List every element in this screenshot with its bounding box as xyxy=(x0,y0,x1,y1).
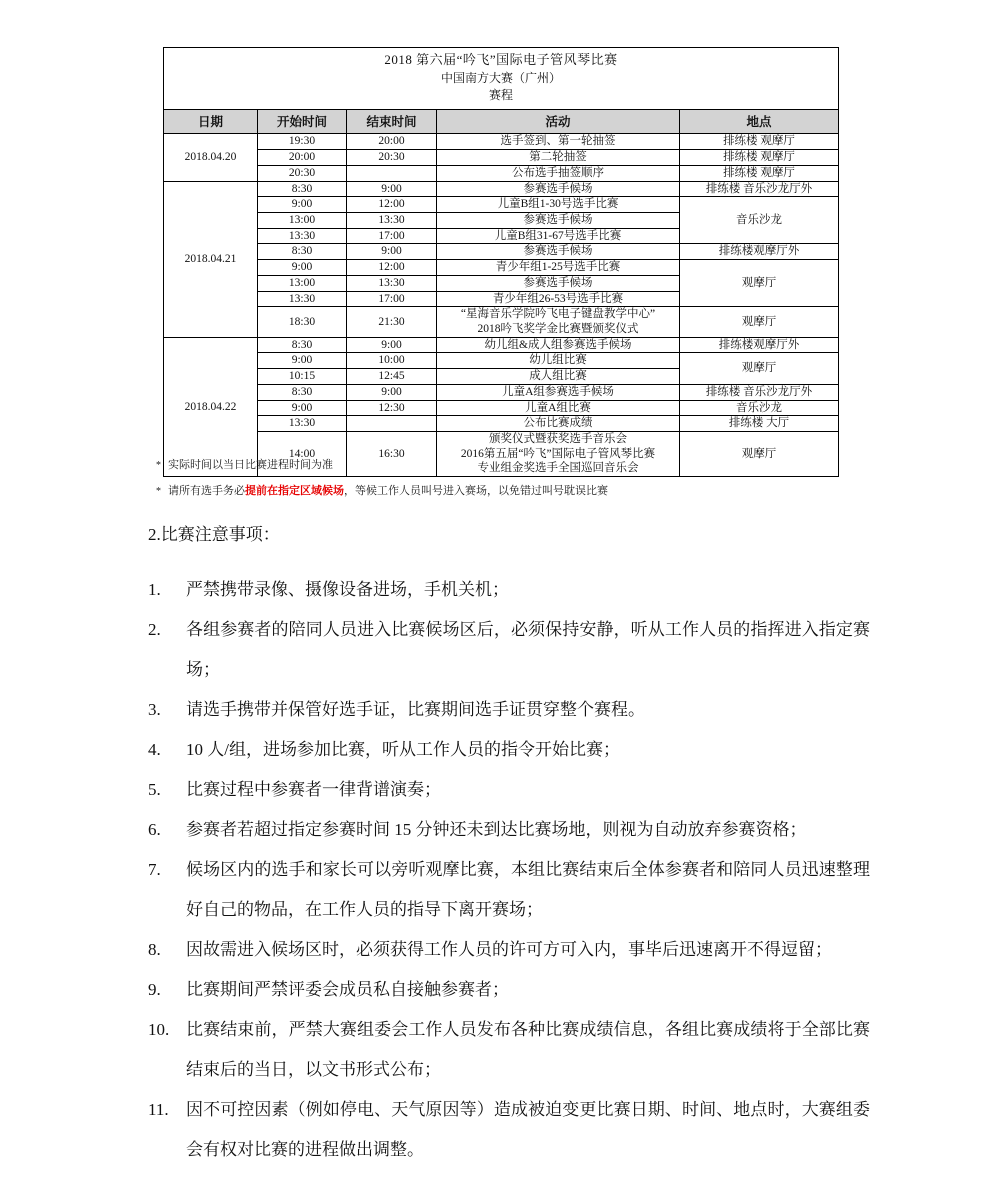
schedule-cell-start-time: 13:30 xyxy=(258,291,347,307)
note-number: 11. xyxy=(148,1100,169,1119)
note-text: 各组参赛者的陪同人员进入比赛候场区后，必须保持安静，听从工作人员的指挥进入指定赛场； xyxy=(186,620,870,679)
schedule-cell-location: 排练楼 观摩厅 xyxy=(680,150,839,166)
schedule-cell-end-time: 12:00 xyxy=(347,260,437,276)
column-header-location: 地点 xyxy=(680,110,839,134)
notes-section-heading: 2.比赛注意事项： xyxy=(148,525,280,544)
schedule-cell-end-time: 12:45 xyxy=(347,369,437,385)
footnote-2-suffix: ，等候工作人员叫号进入赛场，以免错过叫号耽误比赛 xyxy=(344,485,608,498)
schedule-cell-end-time: 13:30 xyxy=(347,212,437,228)
schedule-row xyxy=(164,181,839,197)
schedule-cell-end-time xyxy=(347,165,437,181)
schedule-cell-activity: 颁奖仪式暨获奖选手音乐会 2016第五届“吟飞”国际电子管风琴比赛 专业组金奖选手全国巡回音乐会 xyxy=(437,432,680,477)
schedule-cell-activity: “星海音乐学院吟飞电子键盘教学中心” 2018吟飞奖学金比赛暨颁奖仪式 xyxy=(437,307,680,337)
note-text: 请选手携带并保管好选手证，比赛期间选手证贯穿整个赛程。 xyxy=(186,700,645,719)
schedule-cell-start-time: 9:00 xyxy=(258,400,347,416)
note-number: 2. xyxy=(148,620,161,639)
footnote-bullet-icon: * xyxy=(156,486,161,498)
schedule-row xyxy=(164,150,839,166)
schedule-cell-activity: 青少年组1-25号选手比赛 xyxy=(437,260,680,276)
note-text: 比赛期间严禁评委会成员私自接触参赛者； xyxy=(186,980,509,999)
schedule-cell-start-time: 9:00 xyxy=(258,260,347,276)
schedule-cell-start-time: 20:30 xyxy=(258,165,347,181)
schedule-cell-start-time: 8:30 xyxy=(258,244,347,260)
schedule-table xyxy=(163,47,839,477)
footnote-2 xyxy=(156,485,896,498)
schedule-cell-location: 排练楼 观摩厅 xyxy=(680,165,839,181)
schedule-cell-end-time: 12:30 xyxy=(347,400,437,416)
column-header-activity: 活动 xyxy=(437,110,680,134)
schedule-cell-location: 排练楼 音乐沙龙厅外 xyxy=(680,181,839,197)
note-number: 4. xyxy=(148,740,161,759)
schedule-cell-start-time: 9:00 xyxy=(258,353,347,369)
schedule-table-container xyxy=(163,47,838,477)
schedule-cell-start-time: 8:30 xyxy=(258,384,347,400)
note-text: 候场区内的选手和家长可以旁听观摩比赛，本组比赛结束后全体参赛者和陪同人员迅速整理好自己的物品，在工作人员的指导下离开赛场； xyxy=(186,860,870,919)
note-number: 6. xyxy=(148,820,161,839)
schedule-row xyxy=(164,165,839,181)
table-title-line-3: 赛程 xyxy=(489,87,514,102)
schedule-cell-location: 音乐沙龙 xyxy=(680,197,839,244)
schedule-cell-end-time: 9:00 xyxy=(347,244,437,260)
table-title-line-2: 中国南方大赛（广州） xyxy=(441,70,562,85)
footnote-1 xyxy=(156,459,896,472)
schedule-cell-start-time: 19:30 xyxy=(258,134,347,150)
note-text: 因不可控因素（例如停电、天气原因等）造成被迫变更比赛日期、时间、地点时，大赛组委会有权对比赛的进程做出调整。 xyxy=(186,1100,870,1159)
schedule-cell-end-time: 20:00 xyxy=(347,134,437,150)
note-item xyxy=(148,610,870,690)
schedule-row xyxy=(164,260,839,276)
schedule-cell-start-time: 8:30 xyxy=(258,337,347,353)
schedule-cell-activity: 青少年组26-53号选手比赛 xyxy=(437,291,680,307)
note-item xyxy=(148,970,870,1010)
schedule-cell-date: 2018.04.20 xyxy=(164,134,258,181)
schedule-cell-location: 排练楼 观摩厅 xyxy=(680,134,839,150)
schedule-cell-activity: 成人组比赛 xyxy=(437,369,680,385)
schedule-cell-activity: 儿童A组比赛 xyxy=(437,400,680,416)
schedule-cell-end-time: 9:00 xyxy=(347,337,437,353)
note-item xyxy=(148,730,870,770)
note-number: 7. xyxy=(148,860,161,879)
schedule-cell-activity: 参赛选手候场 xyxy=(437,181,680,197)
note-number: 10. xyxy=(148,1020,170,1039)
schedule-cell-activity: 第二轮抽签 xyxy=(437,150,680,166)
schedule-cell-start-time: 13:00 xyxy=(258,212,347,228)
note-text: 参赛者若超过指定参赛时间 15 分钟还未到达比赛场地，则视为自动放弃参赛资格； xyxy=(186,820,807,839)
schedule-cell-activity: 幼儿组&成人组参赛选手候场 xyxy=(437,337,680,353)
schedule-cell-start-time: 13:30 xyxy=(258,228,347,244)
schedule-cell-location: 观摩厅 xyxy=(680,307,839,337)
schedule-cell-activity: 参赛选手候场 xyxy=(437,212,680,228)
schedule-cell-date: 2018.04.21 xyxy=(164,181,258,337)
note-text: 因故需进入候场区时，必须获得工作人员的许可方可入内，事毕后迅速离开不得逗留； xyxy=(186,940,832,959)
schedule-row xyxy=(164,197,839,213)
schedule-cell-location: 观摩厅 xyxy=(680,432,839,477)
schedule-cell-end-time: 12:00 xyxy=(347,197,437,213)
schedule-cell-end-time: 9:00 xyxy=(347,181,437,197)
table-title-line-1: 2018 第六届“吟飞”国际电子管风琴比赛 xyxy=(384,52,618,67)
schedule-row xyxy=(164,244,839,260)
note-item xyxy=(148,770,870,810)
notes-list xyxy=(148,570,870,1170)
footnote-1-text: 实际时间以当日比赛进程时间为准 xyxy=(168,459,333,471)
schedule-cell-activity: 儿童B组1-30号选手比赛 xyxy=(437,197,680,213)
table-header-row xyxy=(164,110,839,134)
note-number: 3. xyxy=(148,700,161,719)
note-text: 10 人/组，进场参加比赛，听从工作人员的指令开始比赛； xyxy=(186,740,620,759)
schedule-table-body xyxy=(164,134,839,477)
footnotes xyxy=(156,459,896,511)
note-number: 5. xyxy=(148,780,161,799)
schedule-cell-location: 排练楼观摩厅外 xyxy=(680,337,839,353)
schedule-row xyxy=(164,134,839,150)
schedule-row xyxy=(164,416,839,432)
schedule-cell-end-time: 17:00 xyxy=(347,228,437,244)
note-text: 比赛过程中参赛者一律背谱演奏； xyxy=(186,780,441,799)
schedule-cell-activity: 选手签到、第一轮抽签 xyxy=(437,134,680,150)
note-item xyxy=(148,850,870,930)
schedule-row xyxy=(164,400,839,416)
column-header-start-time: 开始时间 xyxy=(258,110,347,134)
schedule-row xyxy=(164,353,839,369)
footnote-2-highlight: 提前在指定区域候场 xyxy=(245,485,344,498)
schedule-cell-start-time: 13:30 xyxy=(258,416,347,432)
schedule-cell-end-time: 9:00 xyxy=(347,384,437,400)
schedule-cell-end-time: 16:30 xyxy=(347,432,437,477)
schedule-row xyxy=(164,307,839,337)
schedule-cell-start-time: 8:30 xyxy=(258,181,347,197)
schedule-cell-activity: 公布比赛成绩 xyxy=(437,416,680,432)
notes-section xyxy=(148,524,870,1170)
column-header-date: 日期 xyxy=(164,110,258,134)
schedule-cell-activity: 公布选手抽签顺序 xyxy=(437,165,680,181)
schedule-cell-location: 排练楼观摩厅外 xyxy=(680,244,839,260)
schedule-row xyxy=(164,384,839,400)
schedule-cell-activity: 参赛选手候场 xyxy=(437,275,680,291)
schedule-cell-activity: 儿童A组参赛选手候场 xyxy=(437,384,680,400)
schedule-cell-start-time: 20:00 xyxy=(258,150,347,166)
note-number: 1. xyxy=(148,580,161,599)
schedule-cell-end-time: 13:30 xyxy=(347,275,437,291)
schedule-cell-end-time: 20:30 xyxy=(347,150,437,166)
note-text: 严禁携带录像、摄像设备进场，手机关机； xyxy=(186,580,509,599)
schedule-cell-start-time: 13:00 xyxy=(258,275,347,291)
note-number: 9. xyxy=(148,980,161,999)
schedule-cell-activity: 参赛选手候场 xyxy=(437,244,680,260)
note-item xyxy=(148,1010,870,1090)
footnote-2-prefix: 请所有选手务必 xyxy=(168,485,245,498)
schedule-cell-start-time: 9:00 xyxy=(258,197,347,213)
schedule-cell-start-time: 10:15 xyxy=(258,369,347,385)
note-item xyxy=(148,810,870,850)
note-text: 比赛结束前，严禁大赛组委会工作人员发布各种比赛成绩信息，各组比赛成绩将于全部比赛结束后的当日，以文书形式公布； xyxy=(186,1020,870,1079)
schedule-cell-start-time: 18:30 xyxy=(258,307,347,337)
column-header-end-time: 结束时间 xyxy=(347,110,437,134)
note-item xyxy=(148,930,870,970)
schedule-cell-location: 观摩厅 xyxy=(680,353,839,384)
schedule-cell-end-time: 17:00 xyxy=(347,291,437,307)
table-title-row xyxy=(164,48,839,110)
schedule-cell-end-time: 10:00 xyxy=(347,353,437,369)
schedule-cell-location: 排练楼 大厅 xyxy=(680,416,839,432)
schedule-cell-end-time xyxy=(347,416,437,432)
schedule-cell-end-time: 21:30 xyxy=(347,307,437,337)
schedule-cell-start-time: 14:00 xyxy=(258,432,347,477)
schedule-cell-location: 音乐沙龙 xyxy=(680,400,839,416)
schedule-cell-date: 2018.04.22 xyxy=(164,337,258,476)
schedule-cell-activity: 幼儿组比赛 xyxy=(437,353,680,369)
note-number: 8. xyxy=(148,940,161,959)
footnote-bullet-icon: * xyxy=(156,460,161,471)
schedule-cell-location: 排练楼 音乐沙龙厅外 xyxy=(680,384,839,400)
schedule-cell-location: 观摩厅 xyxy=(680,260,839,307)
schedule-cell-activity: 儿童B组31-67号选手比赛 xyxy=(437,228,680,244)
schedule-row xyxy=(164,337,839,353)
note-item xyxy=(148,570,870,610)
note-item xyxy=(148,1090,870,1170)
table-title-cell xyxy=(164,48,839,110)
note-item xyxy=(148,690,870,730)
